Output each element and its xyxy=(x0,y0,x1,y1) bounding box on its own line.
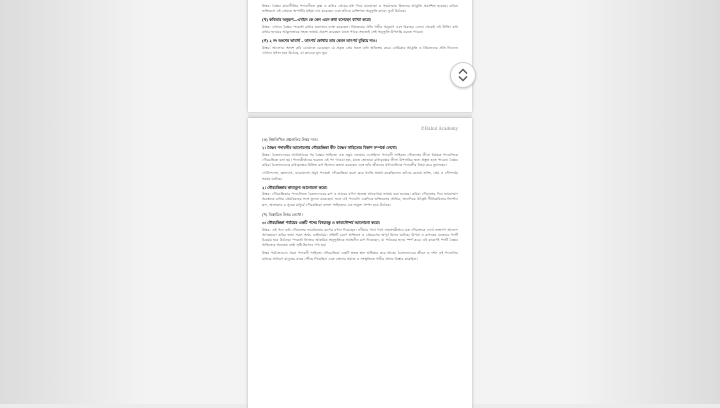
page2-question-2: ২। গৌরচন্দ্রিকার কাব্যমূল্য আলোচনা করো। xyxy=(262,184,328,190)
page2-section-note: (খ) বিস্তারিত উত্তর লেখো। xyxy=(262,211,303,217)
page2-section-intro: (ক) নিম্নলিখিত প্রশ্নগুলির উত্তর দাও। xyxy=(262,137,318,142)
page1-answer-2: উত্তর: আলোচ্য অংশে কবি বোঝাতে চেয়েছেন যে প্রকৃত প্রেম সকল বাধা অতিক্রম করে। প্রেমিকার আকুতি ও প্রিয়জনের প্রতি নিবেদন এখানে প্রধান হয়ে উঠেছে, যা কাব্যের মূল সুর। xyxy=(262,45,458,55)
document-page-1[interactable] xyxy=(248,0,472,112)
page2-answer-1: উত্তর: চৈতন্যদেবের আবির্ভাবের পর বৈষ্ণব সাহিত্যে এক নতুন জোয়ার এসেছিল। পদাবলী সাহিত্যে গৌরাঙ্গের লীলা বিষয়ক পদগুলিকে গৌরচন্দ্রিকা বলা হয়। পালাকীর্তনের শুরুতে এই পদ গাওয়া হত, যাতে শ্রোতারা রাধাকৃষ্ণের লীলা উপলব্ধির জন্য প্রস্তুত হতে পারেন। বৈষ্ণব কবিরা চৈতন্যদেবকে রাধাকৃষ্ণের মিলিত রূপ হিসেবে কল্পনা করেছেন এবং তাঁর জীবনের ঘটনাবলিকে পদাবলীর বিষয় করে তুলেছেন। xyxy=(262,152,458,168)
watermark: ©Rahul Academy xyxy=(420,126,458,131)
page2-answer-3-continued: উত্তর পর্যালোচনা: সমগ্র পদাবলী সাহিত্যে গৌরচন্দ্রিকা একটি স্বতন্ত্র স্থান অধিকার করে আছে। চৈতন্যদেবের জীবন ও দর্শন এই পদগুলির মাধ্যমে সাধারণ মানুষের কাছে পৌঁছে গিয়েছিল এবং বাংলার সমাজ ও সংস্কৃতিতে গভীর প্রভাব বিস্তার করেছিল। xyxy=(262,251,458,261)
page2-question-3: ৩। গৌরচন্দ্রিকা পর্যায়ের একটি পদের বিষয়বস্তু ও কাব্যসৌন্দর্য আলোচনা করো। xyxy=(262,220,381,226)
page2-answer-3: উত্তর: এই পদে কবি গৌরাঙ্গের ভাববিভোর রূপের বর্ণনা দিয়েছেন। নদীয়ার পথে পথে নামসংকীর্তনে মত্ত গৌরাঙ্গকে দেখে ভক্তগণ আনন্দে আত্মহারা। কবির ভাষা সরল অথচ ব্যঞ্জনাময়। প্রতিটি চরণে ভক্তিরস ও প্রেমরসের অপূর্ব মিলন ঘটেছে। উপমা ও রূপকের ব্যবহারে পদটি চিত্রময় হয়ে উঠেছে। পদকর্তা নিজের আন্তরিক অনুভূতিকে সর্বজনীন রূপ দিয়েছেন, যা পাঠকের হৃদয় স্পর্শ করে। এই কারণেই পদটি বৈষ্ণব সাহিত্যের অন্যতম শ্রেষ্ঠ সৃষ্টি হিসেবে গণ্য হয়। xyxy=(262,227,458,248)
chevron-up-down-icon xyxy=(457,68,469,82)
page2-answer-1-continued: গোবিন্দদাস, জ্ঞানদাস, বলরামদাস প্রমুখ পদকর্তা গৌরচন্দ্রিকা রচনা করে খ্যাতি অর্জন করেছিলেন। তাঁদের রচনায় ভক্তি, প্রেম ও সৌন্দর্যের সমন্বয় ঘটেছে। xyxy=(262,171,458,181)
page1-answer-1: উত্তর: এখানে বৈষ্ণব পদকর্তা রাধার মনোভাব ব্যক্ত করেছেন। প্রিয়তমের প্রতি গভীর অনুরাগ এবং বিরহের বেদনা থেকেই এই উক্তি। কবি রাধার হৃদয়ের আকুলতাকে সহজ ভাষায় প্রকাশ করেছেন যাতে পাঠক সহজেই সেই অনুভূতি উপলব্ধি করতে পারেন। xyxy=(262,24,458,35)
page2-answer-2: উত্তর: গৌরচন্দ্রিকার পদগুলিতে চৈতন্যদেবের রূপ ও ভাবের বর্ণনা অত্যন্ত আবেগময় ভাষায় করা হয়েছে। কবিরা গৌরাঙ্গের দিব্য ভাবোন্মাদ অবস্থাকে রাধার প্রেমবিরহের সঙ্গে তুলনা করেছেন। ফলে এই পদগুলি একদিকে ভক্তিরসের আধার, অন্যদিকে উৎকৃষ্ট গীতিকবিতার নিদর্শন। ছন্দ, অলংকার ও সুরের মাধুর্যে গৌরচন্দ্রিকা বাংলা সাহিত্যের এক অমূল্য সম্পদ হয়ে উঠেছে। xyxy=(262,192,458,207)
scroll-toggle-button[interactable] xyxy=(450,62,476,88)
page2-question-1: ১। বৈষ্ণব পদাবলীর আলোচনায় গৌরচন্দ্রিকা কী? বৈষ্ণব সাহিত্যের বিকাশ সম্পর্কে লেখো। xyxy=(262,145,397,151)
page1-question-1: (খ) কবিতার অনুরূপ—এখানে কে কেন এমন কথা বলেছেন ব্যাখ্যা করো। xyxy=(262,17,372,23)
document-page-2[interactable] xyxy=(248,118,472,408)
page1-question-2: (গ) ২ নং অংশের ভাবার্থ – তাৎপর্য কোথায় তার কেমন তাৎপর্য বুঝিয়ে দাও। xyxy=(262,38,377,44)
page1-intro-paragraph: উত্তর: বৈষ্ণব কাব্যগীতির পদাবলীতে কৃষ্ণ ও রাধার প্রেমের মধ্য দিয়ে মানবাত্মা ও পরমাত্মার মিলনের আকুতি প্রকাশিত হয়েছে। কবিরা ভক্তিরসে এই প্রেমকে অপার্থিব মহিমা দান করেছেন এবং তাঁদের ব্যক্তিগত অনুভূতি কাব্যে ফুটে উঠেছে। xyxy=(262,4,458,14)
